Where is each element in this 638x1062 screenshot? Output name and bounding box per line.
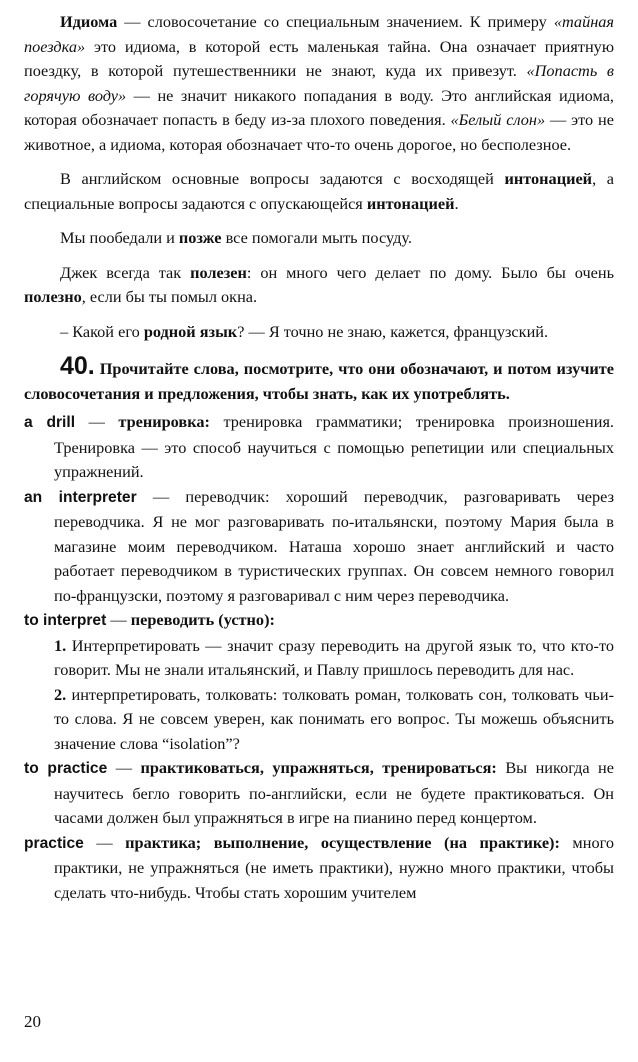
exercise-number: 40.	[60, 352, 95, 380]
page-body	[24, 10, 614, 905]
native-language-paragraph: – Какой его родной язык? — Я точно не знаю, кажется, французский.	[60, 321, 549, 341]
entry-term: a drill	[24, 414, 76, 431]
idiom-term: Идиома	[60, 12, 118, 31]
entry-to-interpret: to interpret — переводить (устно):	[24, 610, 275, 629]
entry-to-practice: to practice — практиковаться, упражняться, тренироваться: Вы никогда не научитесь бегло говорить по-английски, если не будете практиковаться. Он часами должен был упражняться в игре на пианино перед концертом.	[24, 758, 614, 827]
entry-term: to practice	[24, 760, 108, 777]
exercise-instruction: Прочитайте слова, посмотрите, что они обозначают, и потом изучите словосочетания и предложения, чтобы знать, как их употреблять.	[24, 359, 614, 403]
interpret-sense-2: 2. интерпретировать, толковать: толковать роман, толковать сон, толковать чьи-то слова. Я не совсем уверен, как понимать его вопрос. Ты можешь объяснить значение слова “isolation”?	[54, 684, 614, 753]
entry-drill: a drill — тренировка: тренировка грамматики; тренировка произношения. Тренировка — это способ научиться с помощью репетиции или специальных упражнений.	[24, 412, 614, 481]
entry-term: to interpret	[24, 612, 107, 629]
entry-term: an interpreter	[24, 488, 137, 506]
interpret-sense-1: 1. Интерпретировать — значит сразу переводить на другой язык то, что кто-то говорит. Мы не знали итальянский, и Павлу пришлось переводить для нас.	[54, 635, 614, 679]
entry-term: practice	[24, 834, 84, 852]
idiom-paragraph: Идиома — словосочетание со специальным значением. К примеру «тайная поездка» это идиома, в которой есть маленькая тайна. Она означает приятную поездку, в которой путешественники не знают, куда их привезут. «Попасть в горячую воду» — не значит никакого попадания в воду. Это английская идиома, которая обозначает попасть в беду из-за плохого поведения. «Белый слон» — это не животное, а идиома, которая обозначает что-то очень дорогое, но бесполезное.	[24, 12, 614, 154]
later-paragraph: Мы пообедали и позже все помогали мыть посуду.	[60, 228, 412, 247]
entry-interpreter: an interpreter — переводчик: хороший переводчик, разговаривать через переводчика. Я не мог разговаривать по-итальянски, поэтому Мария была в магазине моим переводчиком. Наташа хорошо знает английский и часто работает переводчиком в туристических группах. Он совсем немного говорил по-французски, поэтому я разговаривал с ним через переводчика.	[24, 486, 614, 605]
useful-paragraph: Джек всегда так полезен: он много чего делает по дому. Было бы очень полезно, если бы ты помыл окна.	[24, 262, 615, 306]
page-number: 20	[24, 1012, 41, 1031]
intonation-paragraph: В английском основные вопросы задаются с восходящей интонацией, а специальные вопросы задаются с опускающейся интонацией.	[24, 169, 614, 213]
entry-practice: practice — практика; выполнение, осуществление (на практике): много практики, не упражняться (не иметь практики), нужно много практики, чтобы сделать что-нибудь. Чтобы стать хорошим учителем	[24, 832, 614, 902]
exercise-heading	[24, 354, 614, 406]
